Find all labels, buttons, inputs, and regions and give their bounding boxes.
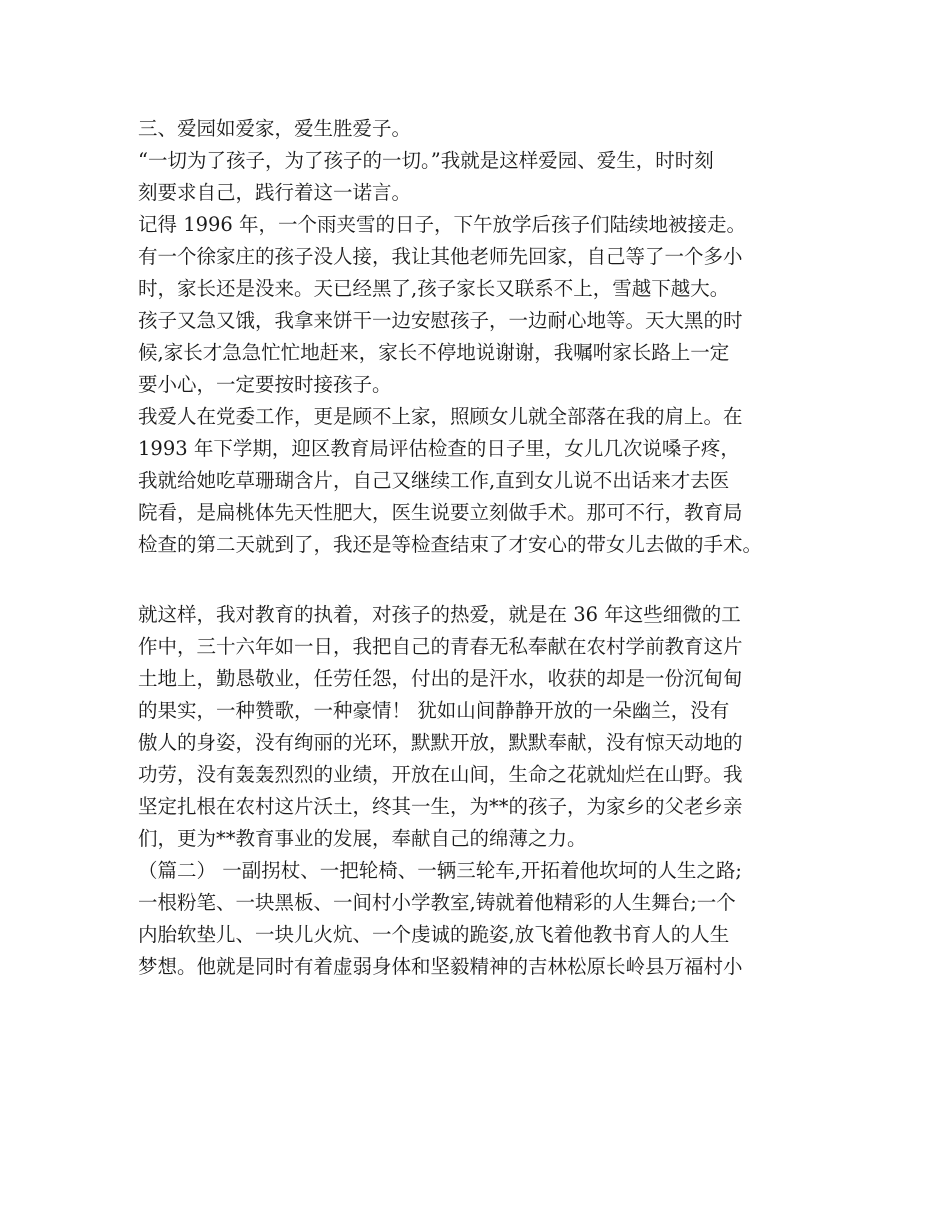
text-line: 土地上，勤恳敬业，任劳任怨，付出的是汗水，收获的却是一份沉甸甸 (138, 667, 743, 690)
text-line: 院看，是扁桃体先天性肥大，医生说要立刻做手术。那可不行，教育局 (138, 501, 743, 524)
text-line: 要小心，一定要按时接孩子。 (138, 373, 392, 396)
text-line: 1993 年下学期，迎区教育局评估检查的日子里，女儿几次说嗓子疼， (138, 437, 740, 460)
text-line: 我就给她吃草珊瑚含片，自己又继续工作,直到女儿说不出话来才去医 (138, 469, 730, 492)
text-line: 孩子又急又饿，我拿来饼干一边安慰孩子，一边耐心地等。天大黑的时 (138, 309, 743, 332)
text-line: 有一个徐家庄的孩子没人接，我让其他老师先回家，自己等了一个多小 (138, 245, 743, 268)
text-line: （篇二） 一副拐杖、一把轮椅、一辆三轮车,开拓着他坎坷的人生之路; (138, 859, 742, 882)
text-line: 坚定扎根在农村这片沃土，终其一生，为**的孩子，为家乡的父老乡亲 (138, 795, 743, 818)
text-line: 傲人的身姿，没有绚丽的光环，默默开放，默默奉献，没有惊天动地的 (138, 731, 743, 754)
text-line: 们，更为**教育事业的发展，奉献自己的绵薄之力。 (138, 827, 587, 850)
text-line: 检查的第二天就到了，我还是等检查结束了才安心的带女儿去做的手术。 (138, 533, 763, 556)
text-line: 作中，三十六年如一日，我把自己的青春无私奉献在农村学前教育这片 (138, 635, 743, 658)
text-line: 候,家长才急急忙忙地赶来，家长不停地说谢谢，我嘱咐家长路上一定 (138, 341, 730, 364)
text-line: 记得 1996 年，一个雨夹雪的日子，下午放学后孩子们陆续地被接走。 (138, 213, 747, 236)
text-line: 时，家长还是没来。天已经黑了,孩子家长又联系不上，雪越下越大。 (138, 277, 730, 300)
text-line: “一切为了孩子，为了孩子的一切。”我就是这样爱园、爱生，时时刻 (138, 149, 714, 172)
section-heading: 三、爱园如爱家，爱生胜爱子。 (138, 117, 412, 140)
text-line: 梦想。他就是同时有着虚弱身体和坚毅精神的吉林松原长岭县万福村小 (138, 955, 743, 978)
document-body (138, 113, 828, 983)
text-line: 功劳，没有轰轰烈烈的业绩，开放在山间，生命之花就灿烂在山野。我 (138, 763, 743, 786)
text-line: 内胎软垫儿、一块儿火炕、一个虔诚的跪姿,放飞着他教书育人的人生 (138, 923, 730, 946)
section2-paragraphs (138, 599, 828, 983)
text-line: 的果实，一种赞歌，一种豪情！ 犹如山间静静开放的一朵幽兰，没有 (138, 699, 730, 722)
text-line: 刻要求自己，践行着这一诺言。 (138, 181, 412, 204)
section1-paragraphs (138, 145, 828, 561)
text-line: 我爱人在党委工作，更是顾不上家，照顾女儿就全部落在我的肩上。在 (138, 405, 743, 428)
text-line: 就这样，我对教育的执着，对孩子的热爱，就是在 36 年这些细微的工 (138, 603, 741, 626)
paragraph-gap (138, 561, 828, 599)
text-line: 一根粉笔、一块黑板、一间村小学教室,铸就着他精彩的人生舞台;一个 (138, 891, 736, 914)
